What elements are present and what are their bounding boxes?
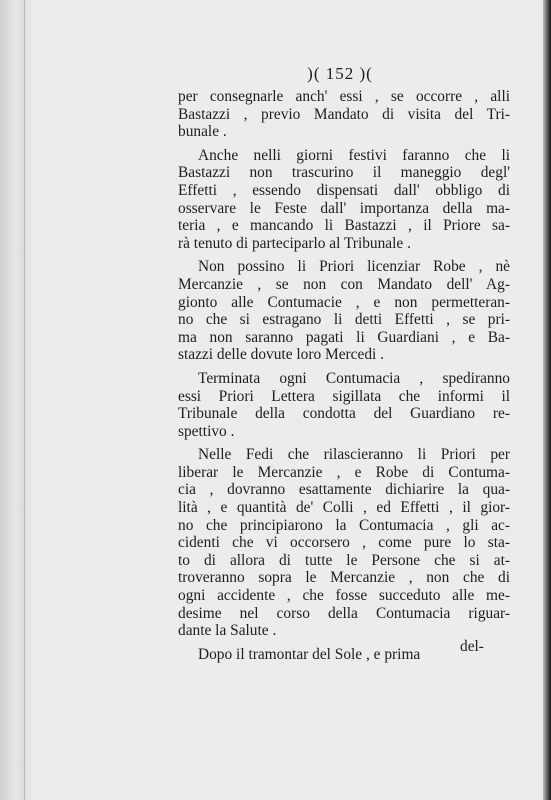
text-line: Terminata ogni Contumacia , spediranno — [198, 369, 510, 387]
page-gutter-shadow — [24, 0, 34, 800]
text-line: teria , e mancando li Bastazzi , il Priore sa- — [178, 217, 510, 235]
paragraph — [178, 147, 510, 253]
text-line: per consegnarle anch' essi , se occorre , alli — [178, 88, 510, 105]
text-line: ma non saranno pagati li Guardiani , e Ba- — [178, 328, 510, 346]
text-line: gionto alle Contumacie , e non permetteran- — [178, 293, 510, 311]
page-header-number: )( 152 )( — [307, 64, 373, 83]
text-line: cidenti che vi occorsero , come pure lo sta- — [178, 534, 510, 552]
text-line: no che principiarono la Contumacia , gli ac- — [178, 516, 510, 534]
text-line: ogni accidente , che fosse succeduto alle me- — [178, 587, 510, 605]
text-line: Mercanzie , se non con Mandato dell' Ag- — [178, 275, 510, 293]
text-line: bunale . — [178, 123, 227, 141]
text-line: liberar le Mercanzie , e Robe di Contuma- — [178, 463, 510, 481]
catchword: del- — [460, 638, 484, 655]
text-line: Effetti , essendo dispensati dall' obbligo di — [178, 181, 510, 199]
page-binding-strip — [0, 0, 25, 800]
page-body-text — [178, 88, 510, 663]
text-line: Dopo il tramontar del Sole , e prima — [198, 645, 421, 663]
text-line: Nelle Fedi che rilascieranno li Priori per — [198, 446, 510, 464]
text-line: stazzi delle dovute loro Mercedi . — [178, 346, 384, 364]
text-line: essi Priori Lettera sigillata che informi il — [178, 387, 510, 405]
paragraph — [178, 258, 510, 364]
text-line: dante la Salute . — [178, 622, 277, 640]
text-line: Bastazzi , previo Mandato di visita del Tri- — [178, 105, 510, 123]
paragraph — [178, 370, 510, 440]
text-line: troveranno sopra le Mercanzie , non che di — [178, 569, 510, 587]
text-line: Tribunale della condotta del Guardiano re- — [178, 405, 510, 423]
text-line: Non possino li Priori licenziar Robe , nè — [198, 258, 510, 276]
text-line: osservare le Feste dall' importanza della ma- — [178, 199, 510, 217]
paragraph — [178, 446, 510, 640]
text-line: spettivo . — [178, 422, 235, 440]
text-line: cia , dovranno esattamente dichiarire la qua- — [178, 481, 510, 499]
text-line: Bastazzi non trascurino il maneggio degl' — [178, 164, 510, 182]
text-line: desime nel corso della Contumacia riguar- — [178, 604, 510, 622]
paragraph — [178, 88, 510, 141]
text-line: lità , e quantità de' Colli , ed Effetti , il gior- — [178, 499, 510, 517]
page-right-edge — [543, 0, 551, 800]
text-line: rà tenuto di parteciparlo al Tribunale . — [178, 234, 411, 252]
text-line: Anche nelli giorni festivi faranno che li — [198, 146, 510, 164]
text-line: to di allora di tutte le Persone che si at- — [178, 551, 510, 569]
text-line: no che si estragano li detti Effetti , se pri- — [178, 311, 510, 329]
